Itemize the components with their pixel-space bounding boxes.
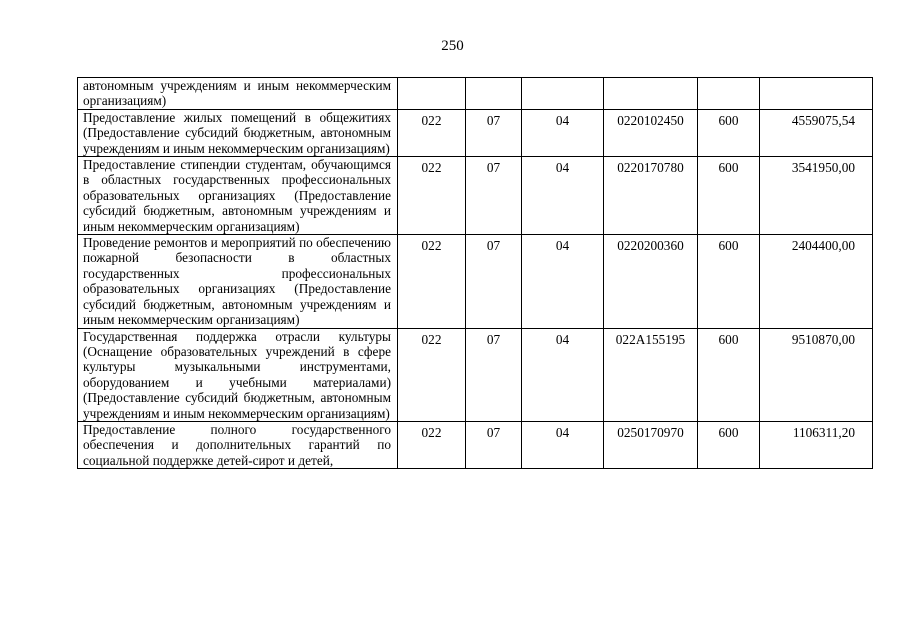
target-article-code: 022A155195: [604, 328, 698, 421]
target-article-code: 0250170970: [604, 421, 698, 468]
row-description: Предоставление полного государственного обеспечения и дополнительных гарантий по социальной поддержке детей-сирот и детей,: [78, 421, 398, 468]
section-code: [466, 78, 522, 110]
section-code: 07: [466, 328, 522, 421]
page-number: 250: [441, 38, 464, 54]
row-description: Государственная поддержка отрасли культуры (Оснащение образовательных учреждений в сфере культуры музыкальными инструментами, оборудованием и учебными материалами) (Предоставление субсидий бюджетным, автономным учреждениям и иным некоммерческим организациям): [78, 328, 398, 421]
amount: 1106311,20: [760, 421, 873, 468]
amount: [760, 78, 873, 110]
section-code: 07: [466, 109, 522, 156]
target-article-code: [604, 78, 698, 110]
table-row: [78, 421, 873, 468]
subsection-code: 04: [522, 109, 604, 156]
target-article-code: 0220102450: [604, 109, 698, 156]
ministry-code: 022: [398, 157, 466, 235]
subsection-code: 04: [522, 421, 604, 468]
table-row: [78, 157, 873, 235]
amount: 2404400,00: [760, 235, 873, 328]
ministry-code: 022: [398, 421, 466, 468]
ministry-code: 022: [398, 109, 466, 156]
expense-type-code: 600: [698, 421, 760, 468]
row-description: Предоставление стипендии студентам, обучающимся в областных государственных профессиональных образовательных организациях (Предоставление субсидий бюджетным, автономным учреждениям и иным некоммерческим организациям): [78, 157, 398, 235]
table-row: [78, 235, 873, 328]
table-row: [78, 328, 873, 421]
row-description: Проведение ремонтов и мероприятий по обеспечению пожарной безопасности в областных государственных профессиональных образовательных организациях (Предоставление субсидий бюджетным, автономным учреждениям и иным некоммерческим организациям): [78, 235, 398, 328]
table-row: [78, 78, 873, 110]
section-code: 07: [466, 157, 522, 235]
amount: 4559075,54: [760, 109, 873, 156]
expense-type-code: 600: [698, 157, 760, 235]
amount: 9510870,00: [760, 328, 873, 421]
subsection-code: [522, 78, 604, 110]
row-description: автономным учреждениям и иным некоммерческим организациям): [78, 78, 398, 110]
subsection-code: 04: [522, 157, 604, 235]
budget-table: [77, 77, 873, 469]
expense-type-code: 600: [698, 328, 760, 421]
section-code: 07: [466, 421, 522, 468]
subsection-code: 04: [522, 235, 604, 328]
section-code: 07: [466, 235, 522, 328]
target-article-code: 0220170780: [604, 157, 698, 235]
expense-type-code: 600: [698, 109, 760, 156]
expense-type-code: [698, 78, 760, 110]
row-description: Предоставление жилых помещений в общежитиях (Предоставление субсидий бюджетным, автономным учреждениям и иным некоммерческим организациям): [78, 109, 398, 156]
subsection-code: 04: [522, 328, 604, 421]
ministry-code: 022: [398, 328, 466, 421]
amount: 3541950,00: [760, 157, 873, 235]
target-article-code: 0220200360: [604, 235, 698, 328]
ministry-code: 022: [398, 235, 466, 328]
ministry-code: [398, 78, 466, 110]
table-row: [78, 109, 873, 156]
expense-type-code: 600: [698, 235, 760, 328]
